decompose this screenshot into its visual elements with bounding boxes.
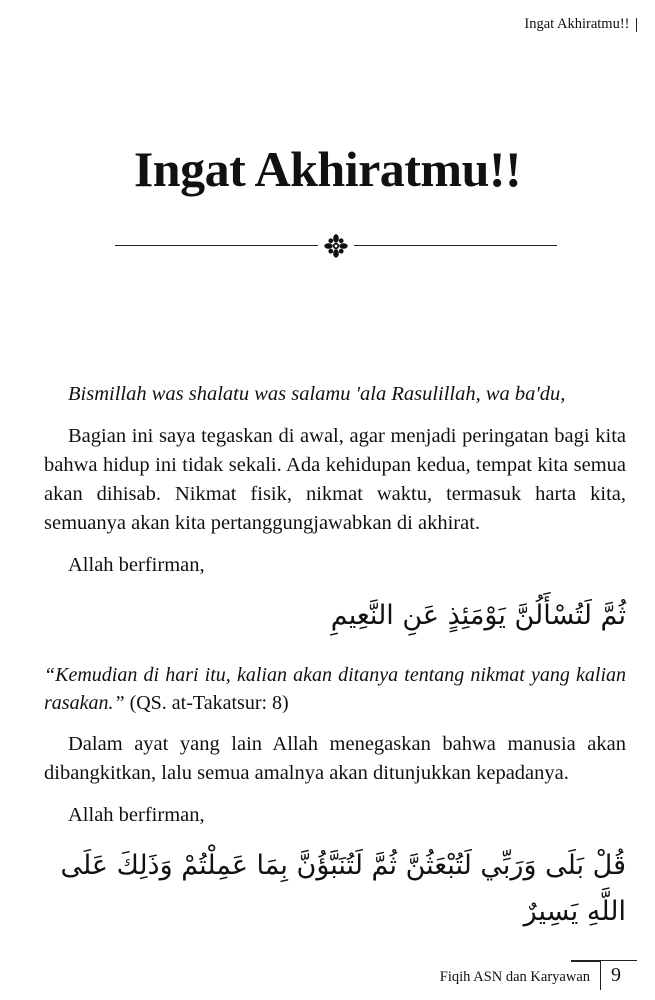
- opening-salutation: Bismillah was shalatu was salamu 'ala Rasulillah, wa ba'du,: [68, 383, 566, 405]
- reference-1: (QS. at-Takatsur: 8): [129, 692, 289, 714]
- running-header: [524, 16, 637, 33]
- header-divider: [636, 18, 638, 32]
- footer-rule: [571, 960, 601, 962]
- body-text: [44, 380, 626, 935]
- allah-berfirman-1: Allah berfirman,: [68, 554, 205, 576]
- translation-1: [44, 661, 626, 717]
- footer-book-title: Fiqih ASN dan Karyawan: [439, 969, 590, 985]
- page-number: 9: [600, 960, 637, 990]
- running-header-title: Ingat Akhiratmu!!: [524, 16, 630, 32]
- chapter-title: Ingat Akhiratmu!!: [133, 141, 522, 197]
- paragraph-2: Dalam ayat yang lain Allah menegaskan bahwa manusia akan dibangkitkan, lalu semua amalnya akan ditunjukkan kepadanya.: [44, 733, 626, 784]
- page-footer: [440, 960, 637, 990]
- arabic-verse-2: قُلْ بَلَى وَرَبِّي لَتُبْعَثُنَّ ثُمَّ لَتُنَبَّؤُنَّ بِمَا عَمِلْتُمْ وَذَلِكَ عَلَى اللَّهِ يَسِيرٌ: [60, 850, 626, 927]
- arabic-verse-1: ثُمَّ لَتُسْأَلُنَّ يَوْمَئِذٍ عَنِ النَّعِيمِ: [330, 600, 626, 631]
- paragraph-1: Bagian ini saya tegaskan di awal, agar menjadi peringatan bagi kita bahwa hidup ini tidak sekali. Ada kehidupan kedua, tempat kita semua akan dihisab. Nikmat fisik, nikmat waktu, termasuk harta kita, semuanya akan kita pertanggungjawabkan di akhirat.: [44, 425, 626, 534]
- floral-ornament-icon: [321, 232, 351, 260]
- ornament-rule-right: [354, 245, 557, 246]
- allah-berfirman-2: Allah berfirman,: [68, 804, 205, 826]
- ornament-rule-left: [115, 245, 318, 246]
- translation-1-text: “Kemudian di hari itu, kalian akan ditanya tentang nikmat yang kalian rasakan.”: [44, 664, 626, 714]
- title-ornament: [115, 232, 557, 260]
